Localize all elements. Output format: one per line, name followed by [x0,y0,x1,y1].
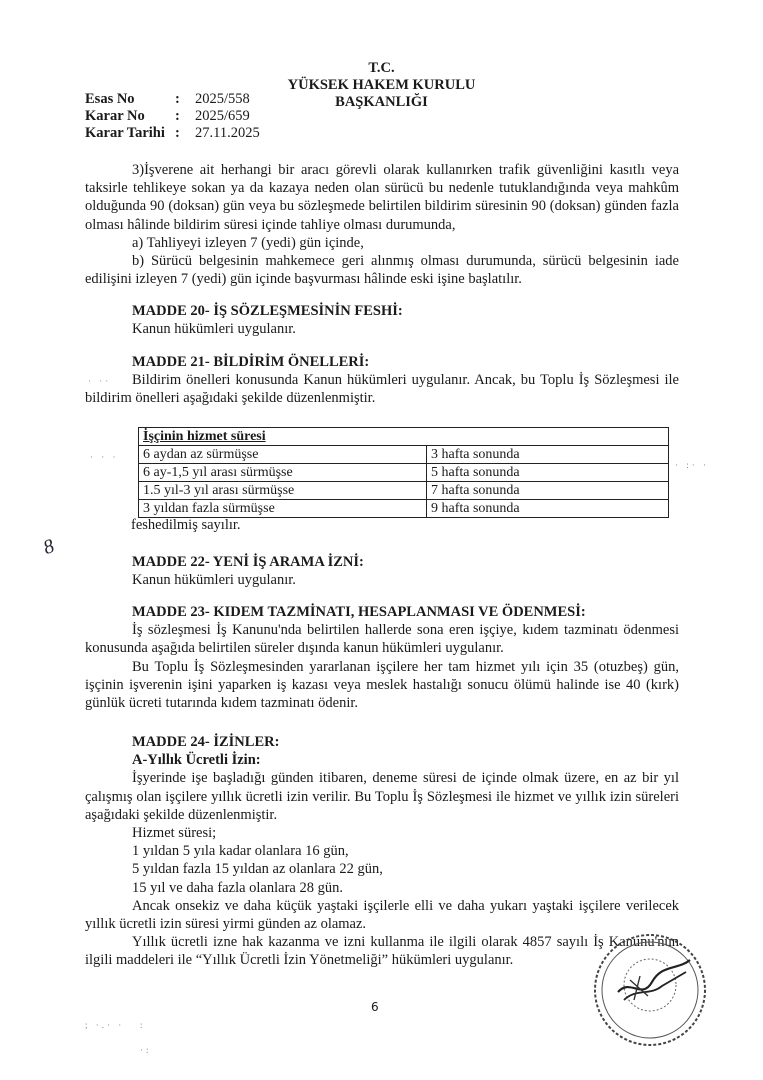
meta-row-tarih [85,125,260,142]
header-office: BAŞKANLIĞI [335,94,428,110]
madde-22 [85,553,679,589]
madde-20 [85,302,679,338]
intro-paragraph: 3)İşverene ait herhangi bir aracı görevli olarak kullanırken trafik güvenliğini kasıtlı veya taksirle tehlikeye sokan ya da kazaya neden olan sürücü bu nedenle tutuklandığında veya mahkûm olduğunda 90 (doksan) gün veya bu sözleşmede belirtilen bildirim süresinin 90 (doksan) günden fazla olması hâlinde bildirim süresi içinde tahliye olması durumunda, [85,162,679,233]
scan-noise: ·: [140,1045,152,1055]
table-row [139,464,669,482]
official-seal-icon [590,930,710,1050]
meta-value: 2025/558 [195,91,250,107]
table-cell-notice: 5 hafta sonunda [427,464,669,482]
header-institution: YÜKSEK HAKEM KURULU [287,77,476,93]
table-cell-period: 1.5 yıl-3 yıl arası sürmüşse [139,482,427,500]
madde-21-title: MADDE 21- BİLDİRİM ÖNELLERİ: [132,354,370,370]
table-cell-period: 6 aydan az sürmüşse [139,446,427,464]
madde-24-paragraph-3: Yıllık ücretli izne hak kazanma ve izni kullanma ile ilgili olarak 4857 sayılı İş Kanunu'nun ilgili maddeleri ile “Yıllık Ücretli İzin Yönetmeliği” hükümleri uygulanır. [85,934,679,969]
table-header-cell [139,428,669,446]
meta-colon: : [175,91,180,107]
madde-23 [85,603,679,712]
table-row [139,500,669,518]
madde-24-paragraph-2: Ancak onsekiz ve daha küçük yaştaki işçilerle elli ve daha yukarı yaştaki işçilere verilecek yıllık ücretli izin süresi yirmi günden az olamaz. [85,897,679,933]
scan-noise: · · · [90,452,119,462]
notice-period-table [138,427,669,518]
table-header-label: İşçinin hizmet süresi [143,428,266,444]
madde-21 [85,353,679,408]
page-number: 6 [371,1000,379,1014]
madde-23-title: MADDE 23- KIDEM TAZMİNATI, HESAPLANMASI VE ÖDENMESİ: [132,604,586,620]
scan-noise: : [140,1020,146,1030]
madde-20-body: Kanun hükümleri uygulanır. [132,321,296,338]
case-metadata [85,91,260,142]
madde-22-body: Kanun hükümleri uygulanır. [132,572,296,589]
madde-24-paragraph-1: İşyerinde işe başladığı günden itibaren, deneme süresi de içinde olmak üzere, en az bir yıl çalışmış olan işçilere yıllık ücretli izin verilir. Bu Toplu İş Sözleşmesi ile hizmet ve yıllık izin süreleri aşağıdaki şekilde düzenlenmiştir. [85,770,679,823]
meta-colon: : [175,108,180,124]
handwritten-margin-mark: 8 [40,534,58,560]
madde-23-paragraph-2: Bu Toplu İş Sözleşmesinden yararlanan işçilere her tam hizmet yılı için 35 (otuzbeş) gün, işçinin işverenin işini yaparken iş kazası veya meslek hastalığı sonucu ölümü halinde ise 40 (kırk) günlük ücreti tutarında kıdem tazminatı ödenir. [85,658,679,712]
meta-value: 2025/659 [195,108,250,124]
madde-22-title: MADDE 22- YENİ İŞ ARAMA İZNİ: [132,554,364,570]
madde-20-title: MADDE 20- İŞ SÖZLEŞMESİNİN FESHİ: [132,303,403,319]
meta-label: Karar No [85,108,145,124]
table-cell-notice: 3 hafta sonunda [427,446,669,464]
table-row [139,482,669,500]
table-cell-notice: 9 hafta sonunda [427,500,669,518]
header-tc: T.C. [368,60,395,76]
intro-item-b: b) Sürücü belgesinin mahkemece geri alınmış olması durumunda, sürücü belgesinin iade edilişini izleyen 7 (yedi) gün içinde başvurması hâlinde eski işine başlatılır. [85,253,679,288]
madde-23-paragraph-1: İş sözleşmesi İş Kanunu'nda belirtilen hallerde sona eren işçiye, kıdem tazminatı ödenmesi konusunda aşağıda belirtilen süreler dışında kanun hükümleri uygulanır. [85,622,679,657]
scan-noise: · ·· [88,376,112,386]
meta-row-esas [85,91,260,108]
intro-section [85,161,679,288]
meta-row-karar [85,108,260,125]
scan-noise: ; ·.· · [85,1020,125,1030]
scan-noise: · :· · [675,460,709,470]
service-label: Hizmet süresi; [132,825,217,842]
table-footnote: feshedilmiş sayılır. [131,517,241,533]
madde-24-title: MADDE 24- İZİNLER: [132,734,280,750]
meta-label: Karar Tarihi [85,125,165,141]
leave-item: 1 yıldan 5 yıla kadar olanlara 16 gün, [132,843,349,860]
table-cell-period: 6 ay-1,5 yıl arası sürmüşse [139,464,427,482]
meta-value: 27.11.2025 [195,125,260,141]
madde-21-body: Bildirim önelleri konusunda Kanun hükümleri uygulanır. Ancak, bu Toplu İş Sözleşmesi ile bildirim önelleri aşağıdaki şekilde düzenlenmiştir. [85,372,679,407]
leave-item: 5 yıldan fazla 15 yıldan az olanlara 22 gün, [132,861,383,878]
madde-24-subtitle: A-Yıllık Ücretli İzin: [132,752,261,769]
table-header-row [139,428,669,446]
meta-label: Esas No [85,91,135,107]
table-cell-notice: 7 hafta sonunda [427,482,669,500]
intro-item-a: a) Tahliyeyi izleyen 7 (yedi) gün içinde, [132,234,364,251]
meta-colon: : [175,125,180,141]
table-cell-period: 3 yıldan fazla sürmüşse [139,500,427,518]
table-row [139,446,669,464]
leave-item: 15 yıl ve daha fazla olanlara 28 gün. [132,879,343,896]
